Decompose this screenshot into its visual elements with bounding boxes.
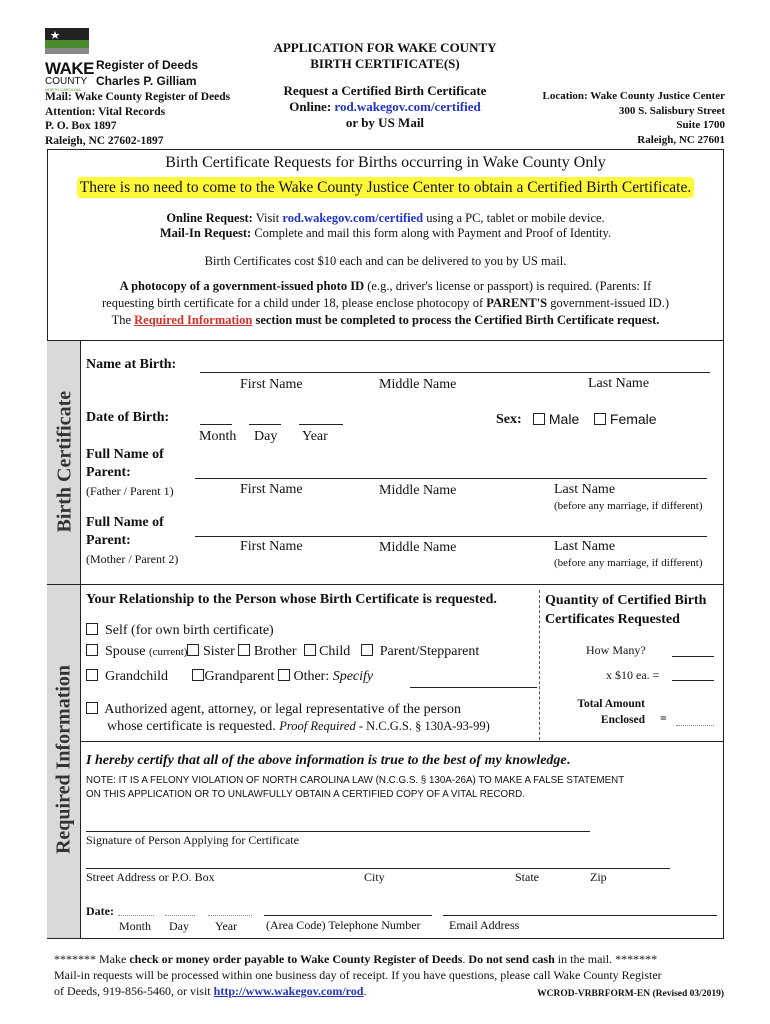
online-request-text: Visit [252, 211, 283, 225]
dob-year-input[interactable] [299, 424, 343, 425]
mail-request [47, 226, 724, 241]
request-methods [240, 83, 530, 131]
id2-pre: requesting birth certificate for a child under 18, please enclose photocopy of [102, 296, 487, 310]
certify-statement [86, 753, 570, 769]
female-checkbox[interactable] [594, 413, 606, 425]
footer-no-cash: Do not send cash [468, 952, 555, 966]
divider-birth-top [47, 340, 724, 341]
parent1-first-caption: First Name [240, 482, 303, 497]
email-caption: Email Address [449, 918, 520, 932]
signature-input[interactable] [86, 831, 590, 832]
req-rest: section must be completed to process the Certified Birth Certificate request. [252, 313, 660, 327]
id-line1 [47, 278, 724, 295]
footer-make: Make [96, 952, 130, 966]
parent1-label-line2: Parent: [86, 465, 131, 480]
sex-male-option[interactable] [533, 411, 579, 427]
form-title [240, 40, 530, 72]
footer-stars: ******* [54, 952, 96, 966]
footer-line1 [54, 952, 657, 967]
agent-line2: whose certificate is requested. [107, 719, 280, 734]
felony-note-line1: NOTE: IT IS A FELONY VIOLATION OF NORTH CAROLINA LAW (N.C.G.S. § 130A-26A) TO MAKE A FALSE STATEMENT [86, 775, 625, 786]
date-year-input[interactable] [208, 915, 252, 916]
parent1-before-marriage: (before any marriage, if different) [554, 500, 703, 512]
date-year-caption: Year [215, 919, 238, 933]
dob-year-caption: Year [302, 429, 328, 444]
id-line3 [47, 312, 724, 329]
dob-day-input[interactable] [249, 424, 281, 425]
grandchild-label: Grandchild [105, 669, 168, 684]
other-checkbox[interactable] [278, 669, 290, 681]
other-specify-input[interactable] [410, 687, 537, 688]
date-month-input[interactable] [118, 915, 154, 916]
parent2-note: (Mother / Parent 2) [86, 552, 179, 566]
parent-checkbox[interactable] [361, 644, 373, 656]
location-line: 300 S. Salisbury Street [618, 104, 725, 117]
qty-title-line2: Certificates Requested [545, 612, 680, 627]
email-input[interactable] [443, 915, 717, 916]
highlight-notice [47, 179, 724, 197]
spouse-label: Spouse [105, 644, 149, 659]
certify-end: . [566, 753, 571, 768]
online-request-label: Online Request: [166, 211, 253, 225]
parent1-middle-caption: Middle Name [379, 483, 457, 498]
parent2-name-input[interactable] [195, 536, 707, 537]
quantity-title [545, 591, 706, 629]
request-line2 [240, 99, 530, 115]
brother-checkbox[interactable] [238, 644, 250, 656]
location-line: Location: Wake County Justice Center [542, 90, 725, 102]
name-at-birth-input[interactable] [200, 372, 710, 373]
form-title-line1: APPLICATION FOR WAKE COUNTY [273, 40, 497, 55]
req-the: The [111, 313, 135, 327]
parent2-label-line2: Parent: [86, 533, 131, 548]
id-rest: (e.g., driver's license or passport) is required. (Parents: If [364, 279, 652, 293]
footer-line2: Mail-in requests will be processed within one business day of receipt. If you have questions, please call Wake County Register [54, 968, 662, 982]
online-label: Online: [289, 99, 335, 114]
x10-label: x $10 ea. = [606, 668, 660, 682]
agent-line1: Authorized agent, attorney, or legal representative of the person [104, 702, 461, 717]
parent1-name-input[interactable] [195, 478, 707, 479]
footer-line3 [54, 984, 366, 999]
flag-icon [45, 28, 93, 56]
parent-stepparent-label: Parent/Stepparent [379, 644, 480, 659]
footer-in-mail: in the mail. ******* [554, 952, 658, 966]
sister-label: Sister [202, 644, 235, 659]
id-bold: A photocopy of a government-issued photo ID [119, 279, 365, 293]
date-month-caption: Month [119, 919, 152, 933]
wake-county-logo [45, 28, 93, 90]
parent2-first-caption: First Name [240, 539, 303, 554]
mail-request-label: Mail-In Request: [159, 226, 252, 240]
self-checkbox[interactable] [86, 623, 98, 635]
total-line2: Enclosed [600, 714, 645, 726]
online-request-text2: using a PC, tablet or mobile device. [423, 211, 605, 225]
phone-caption: (Area Code) Telephone Number [266, 918, 421, 932]
name-at-birth-label: Name at Birth: [86, 357, 177, 372]
logo-state: NORTH CAROLINA [45, 87, 81, 92]
parent2-last-caption: Last Name [554, 539, 616, 554]
date-day-caption: Day [169, 919, 189, 933]
grandparent-checkbox[interactable] [192, 669, 204, 681]
mail-address [45, 90, 230, 148]
footer-link[interactable]: http://www.wakegov.com/rod [213, 984, 364, 998]
total-input[interactable] [676, 725, 714, 726]
parent1-label [86, 446, 164, 482]
logo-word: WAKE [45, 59, 94, 78]
parent2-middle-caption: Middle Name [379, 540, 457, 555]
first-name-caption: First Name [240, 377, 303, 392]
subtotal-input[interactable] [672, 680, 714, 681]
agent-checkbox[interactable] [86, 702, 98, 714]
child-checkbox[interactable] [304, 644, 316, 656]
footer-period: . [363, 984, 367, 998]
id-note [47, 278, 724, 329]
spouse-checkbox[interactable] [86, 644, 98, 656]
divider-certify [81, 741, 724, 742]
qty-title-line1: Quantity of Certified Birth [545, 593, 707, 608]
signature-caption: Signature of Person Applying for Certificate [86, 833, 299, 847]
form-id: WCROD-VRBRFORM-EN (Revised 03/2019) [537, 989, 724, 999]
total-label [569, 696, 645, 728]
grandchild-checkbox[interactable] [86, 669, 98, 681]
birth-sidebar-label: Birth Certificate [53, 390, 76, 533]
male-label: Male [548, 411, 580, 427]
sex-female-option[interactable] [594, 411, 657, 427]
intro-heading: Birth Certificate Requests for Births occurring in Wake County Only [165, 154, 606, 171]
id2-bold: PARENT'S [486, 296, 548, 310]
sister-checkbox[interactable] [187, 644, 199, 656]
mail-line: Mail: Wake County Register of Deeds [45, 91, 231, 103]
middle-name-caption: Middle Name [379, 377, 457, 392]
divider-required-top [47, 584, 724, 585]
request-line1: Request a Certified Birth Certificate [283, 83, 487, 98]
location-address [520, 89, 725, 147]
self-label: Self (for own birth certificate) [105, 623, 274, 638]
option-row-2 [86, 644, 479, 660]
city-caption: City [364, 870, 385, 884]
mail-request-text: Complete and mail this form along with Payment and Proof of Identity. [251, 226, 612, 240]
parent1-last-caption: Last Name [554, 482, 616, 497]
footer-contact: of Deeds, 919-856-5460, or visit [54, 984, 214, 998]
location-line: Suite 1700 [676, 119, 725, 131]
id-line2 [47, 295, 724, 312]
mail-line: Attention: Vital Records [45, 105, 166, 118]
how-many-label: How Many? [586, 643, 646, 657]
birth-sidebar [47, 341, 81, 584]
mail-line: P. O. Box 1897 [45, 120, 117, 132]
online-link[interactable]: rod.wakegov.com/certified [334, 99, 481, 114]
parent1-label-line1: Full Name of [86, 447, 164, 462]
female-label: Female [609, 411, 657, 427]
option-row-3 [86, 669, 373, 685]
felony-note-line2: ON THIS APPLICATION OR TO UNLAWFULLY OBTAIN A CERTIFIED COPY OF A VITAL RECORD. [86, 789, 525, 800]
dob-day-caption: Day [254, 429, 278, 444]
dob-label: Date of Birth: [86, 410, 170, 425]
grandparent-label: Grandparent [204, 669, 275, 684]
brother-label: Brother [253, 644, 297, 659]
street-caption: Street Address or P.O. Box [86, 870, 215, 884]
dob-month-input[interactable] [200, 424, 232, 425]
parent2-before-marriage: (before any marriage, if different) [554, 557, 703, 569]
footer-dot: . [462, 952, 469, 966]
date-label: Date: [86, 904, 114, 918]
form-title-line2: BIRTH CERTIFICATE(S) [310, 56, 460, 71]
option-self[interactable] [86, 623, 274, 639]
id2-post: government-issued ID.) [547, 296, 669, 310]
parent2-label-line1: Full Name of [86, 515, 164, 530]
last-name-caption: Last Name [588, 376, 650, 391]
sex-label: Sex: [496, 412, 522, 427]
child-label: Child [319, 644, 351, 659]
other-specify: Specify [332, 669, 374, 684]
required-sidebar [47, 585, 81, 938]
footer-check-payable: check or money order payable to Wake County Register of Deeds [129, 952, 463, 966]
online-request-link[interactable]: rod.wakegov.com/certified [282, 211, 424, 225]
total-line1: Total Amount [577, 698, 645, 710]
agent-statute: - N.C.G.S. § 130A-93-99) [355, 719, 490, 733]
other-label: Other: [293, 669, 333, 684]
online-request [47, 211, 724, 226]
cost-note: Birth Certificates cost $10 each and can be delivered to you by US mail. [204, 254, 567, 268]
male-checkbox[interactable] [533, 413, 545, 425]
felony-note [86, 774, 624, 802]
highlight-text: There is no need to come to the Wake County Justice Center to obtain a Certified Birth Certificate. [77, 177, 694, 198]
proof-required: Proof Required [279, 719, 356, 733]
zip-caption: Zip [590, 870, 607, 884]
dob-month-caption: Month [199, 429, 237, 444]
official-name: Charles P. Gilliam [96, 74, 197, 88]
mail-line: Raleigh, NC 27602-1897 [45, 134, 164, 147]
how-many-input[interactable] [672, 656, 714, 657]
certify-text: I hereby certify that all of the above information is true to the best of my knowledge [86, 753, 567, 768]
total-equals: = [660, 711, 667, 725]
required-sidebar-label: Required Information [52, 664, 75, 855]
option-agent[interactable] [86, 702, 490, 735]
date-day-input[interactable] [165, 915, 195, 916]
required-info-red: Required Information [134, 313, 253, 327]
parent1-note: (Father / Parent 1) [86, 484, 174, 498]
parent2-label [86, 514, 164, 550]
location-line: Raleigh, NC 27601 [637, 133, 725, 146]
qty-divider [539, 590, 540, 740]
state-caption: State [515, 870, 539, 884]
phone-input[interactable] [264, 915, 432, 916]
relationship-question: Your Relationship to the Person whose Birth Certificate is requested. [86, 592, 497, 607]
logo-sub: COUNTY [45, 76, 88, 87]
spouse-current: (current) [148, 646, 188, 658]
address-input[interactable] [86, 868, 670, 869]
dept-name: Register of Deeds [96, 58, 199, 72]
request-line3: or by US Mail [345, 115, 425, 130]
